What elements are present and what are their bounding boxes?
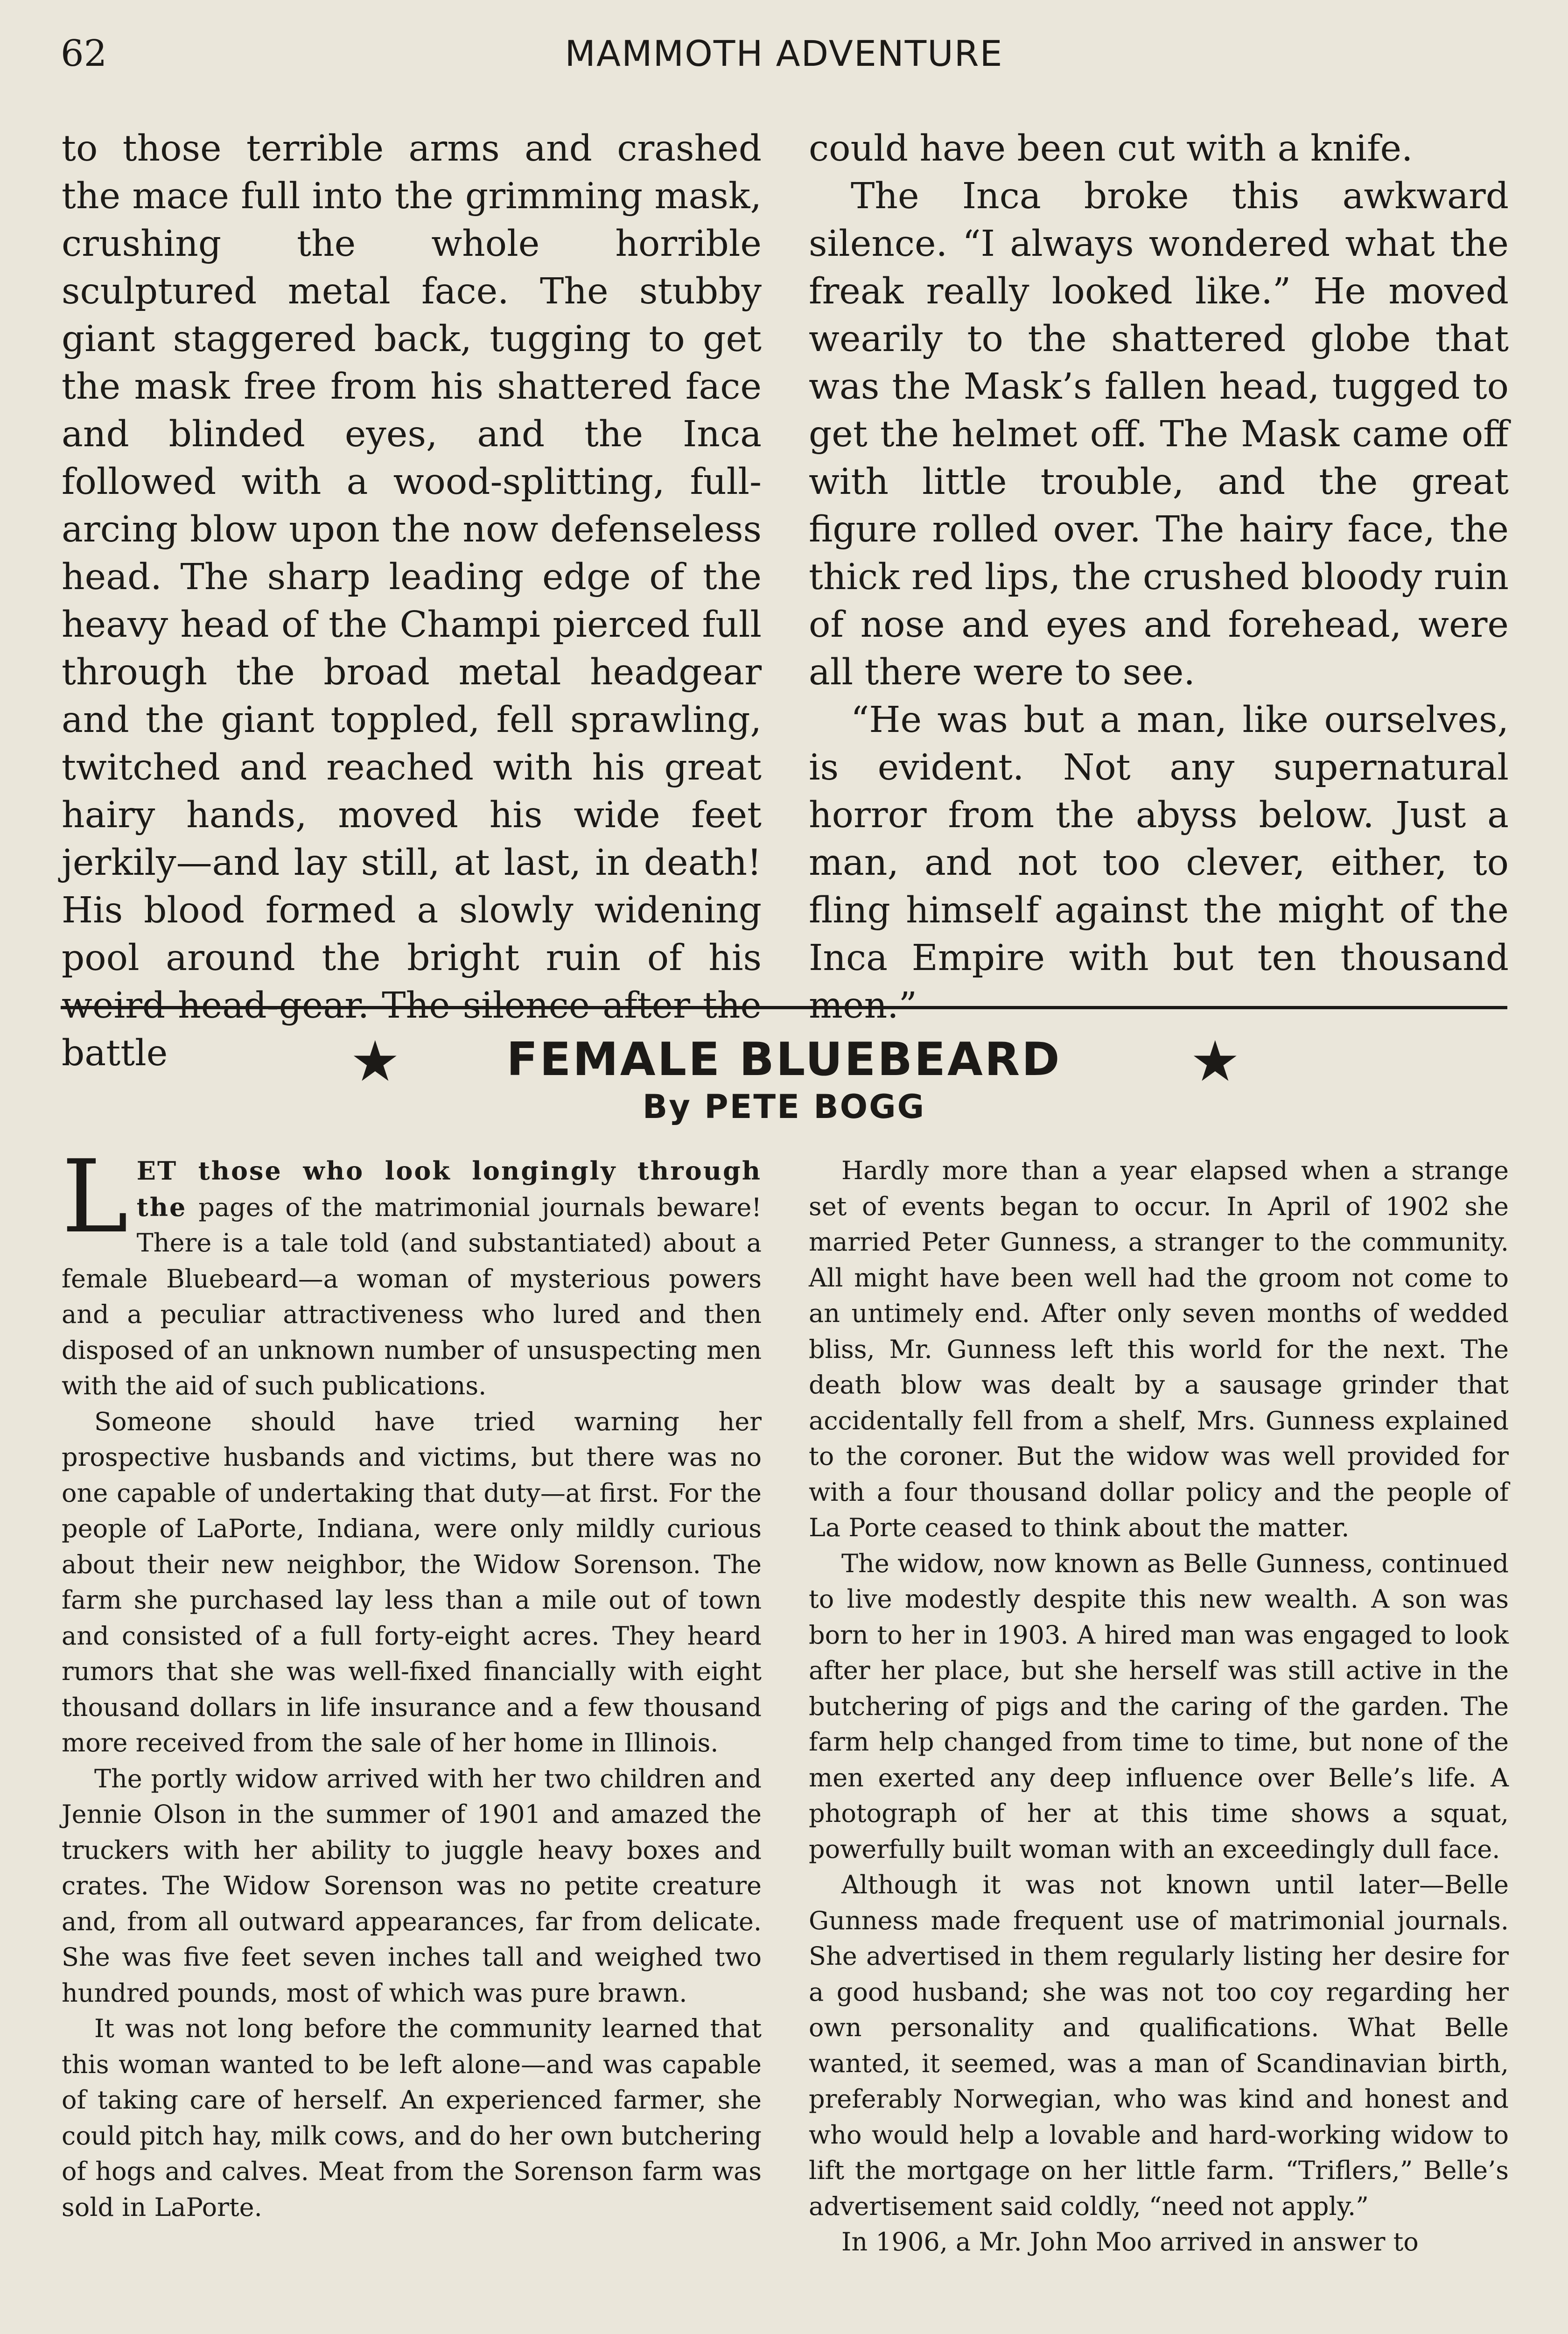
star-icon: ★ bbox=[1190, 1029, 1240, 1094]
paragraph: Someone should have tried warning her prospective husbands and victims, but there was no one capable of undertaking that duty—at first. For the people of LaPorte, Indiana, were only mildly curious about their new neighbor, the Widow Sorenson. The farm she purchased lay less than a mile out of town and consisted of a full forty-eight acres. They heard rumors that she was well-fixed financially with eight thousand dollars in life insurance and a few thousand more received from the sale of her home in Illinois. bbox=[62, 1406, 762, 1758]
story-end-right-column bbox=[809, 125, 1509, 1030]
star-icon: ★ bbox=[350, 1029, 400, 1094]
article-header bbox=[61, 1022, 1507, 1144]
page-number: 62 bbox=[61, 33, 107, 75]
paragraph: “He was but a man, like ourselves, is evident. Not any supernatural horror from the abyss below. Just a man, and not too clever, either, to fling himself against the might of the Inca Empire with but ten thousand men.” bbox=[809, 699, 1509, 1026]
lead-words: ET those who look longingly through the bbox=[136, 1156, 762, 1222]
paragraph: Although it was not known until later—Belle Gunness made frequent use of matrimonial journals. She advertised in them regularly listing her desire for a good husband; she was not too coy regarding her own personality and qualifications. What Belle wanted, it seemed, was a man of Scandinavian birth, preferably Norwegian, who was kind and honest and who would help a lovable and hard-working widow to lift the mortgage on her little farm. “Triflers,” Belle’s advertisement said coldly, “need not apply.” bbox=[809, 1870, 1509, 2221]
story-end-left-column bbox=[62, 125, 762, 1077]
drop-cap: L bbox=[62, 1138, 128, 1255]
article-title: FEMALE BLUEBEARD bbox=[506, 1033, 1062, 1086]
paragraph: It was not long before the community learned that this woman wanted to be left alone—and was capable of taking care of herself. An experienced farmer, she could pitch hay, milk cows, and do her own butchering of hogs and calves. Meat from the Sorenson farm was sold in LaPorte. bbox=[62, 2014, 762, 2222]
paragraph: In 1906, a Mr. John Moo arrived in answer to bbox=[841, 2227, 1419, 2257]
paragraph: The Inca broke this awkward silence. “I always wondered what the freak really looked like.” He moved wearily to the shattered globe that was the Mask’s fallen head, tugged to get the helmet off. The Mask came off with little trouble, and the great figure rolled over. The hairy face, the thick red lips, the crushed bloody ruin of nose and eyes and forehead, were all there were to see. bbox=[809, 176, 1509, 693]
paragraph-text: pages of the matrimonial journals beware! There is a tale told (and substantiated) about a female Bluebeard—a woman of mysterious powers and a peculiar attractiveness who lured and then disposed of an unknown number of unsuspecting men with the aid of such publications. bbox=[62, 1192, 762, 1400]
byline: By PETE BOGG bbox=[642, 1088, 926, 1126]
paragraph: The portly widow arrived with her two children and Jennie Olson in the summer of 1901 and amazed the truckers with her ability to juggle heavy boxes and crates. The Widow Sorenson was no petite creature and, from all outward appearances, far from delicate. She was five feet seven inches tall and weighed two hundred pounds, most of which was pure brawn. bbox=[62, 1764, 762, 2008]
opening-paragraph bbox=[62, 1138, 762, 1404]
paragraph: Hardly more than a year elapsed when a strange set of events began to occur. In April of 1902 she married Peter Gunness, a stranger to the community. All might have been well had the groom not come to an untimely end. After only seven months of wedded bliss, Mr. Gunness left this world for the next. The death blow was dealt by a sausage grinder that accidentally fell from a shelf, Mrs. Gunness explained to the coroner. But the widow was well provided for with a four thousand dollar policy and the people of La Porte ceased to think about the matter. bbox=[809, 1156, 1509, 1542]
paragraph: to those terrible arms and crashed the mace full into the grimming mask, crushing the whole horrible sculptured metal face. The stubby giant staggered back, tugging to get the mask free from his shattered face and blinded eyes, and the Inca followed with a wood-splitting, full-arcing blow upon the now defenseless head. The sharp leading edge of the heavy head of the Champi pierced full through the broad metal headgear and the giant toppled, fell sprawling, twitched and reached with his great hairy hands, moved his wide feet jerkily—and lay still, at last, in death! His blood formed a slowly widening pool around the bright ruin of his weird head-gear. The silence after the battle bbox=[62, 128, 762, 1074]
running-title: MAMMOTH ADVENTURE bbox=[565, 33, 1003, 74]
paragraph: could have been cut with a knife. bbox=[809, 128, 1413, 169]
article-left-column bbox=[62, 1138, 762, 2225]
paragraph: The widow, now known as Belle Gunness, continued to live modestly despite this new wealth. A son was born to her in 1903. A hired man was engaged to look after her place, but she herself was still active in the butchering of pigs and the caring of the garden. The farm help changed from time to time, but none of the men exerted any deep influence over Belle’s life. A photograph of her at this time shows a squat, powerfully built woman with an exceedingly dull face. bbox=[809, 1548, 1509, 1864]
article-right-column bbox=[809, 1153, 1509, 2260]
section-divider bbox=[61, 1006, 1507, 1009]
page-header bbox=[61, 33, 1507, 84]
